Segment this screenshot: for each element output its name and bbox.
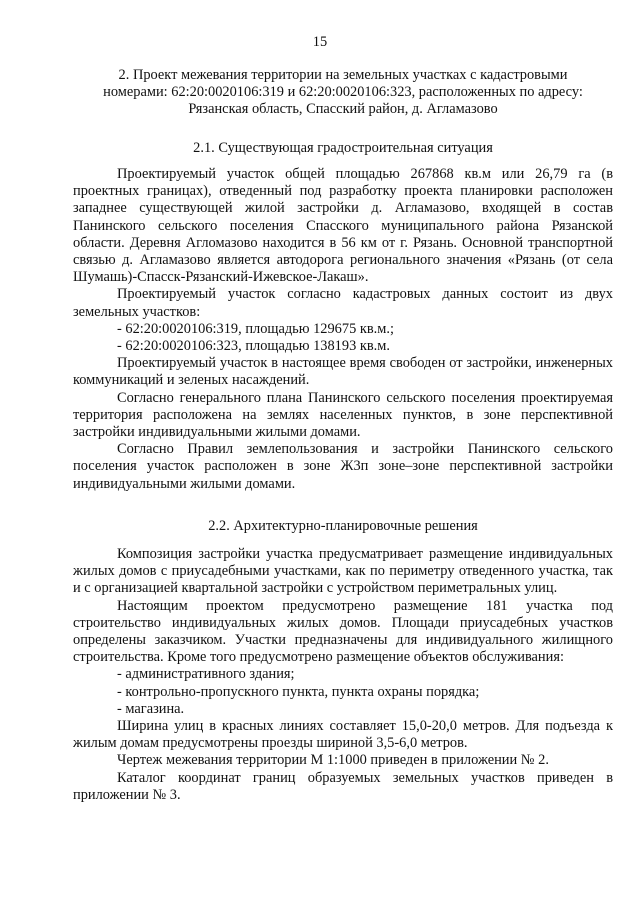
list-item: - 62:20:0020106:323, площадью 138193 кв.м. <box>117 338 390 355</box>
paragraph: Композиция застройки участка предусматривает размещение индивидуальных жилых домов с приусадебными участками, как по периметру отведенного участка, так и с организацией квартальной застройки с устройством периметральных улиц. <box>73 546 613 597</box>
title-line: номерами: 62:20:0020106:319 и 62:20:0020106:323, расположенных по адресу: <box>103 84 583 101</box>
paragraph: Проектируемый участок общей площадью 267868 кв.м или 26,79 га (в проектных границах), отведенный под разработку проекта планировки расположен западнее существующей жилой застройки д. Агламазово, входящей в состав Панинского сельского поселения Спасского муниципального района Рязанской области. Деревня Агломазово находится в 56 км от г. Рязань. Основной транспортной связью д. Агламазово является автодорога регионального значения «Рязань (от села Шумашь)-Спасск-Рязанский-Ижевское-Лакаш». <box>73 166 613 286</box>
paragraph: Проектируемый участок согласно кадастровых данных состоит из двух земельных участков: <box>73 286 613 320</box>
list-item: - магазина. <box>117 700 185 717</box>
paragraph: Чертеж межевания территории М 1:1000 приведен в приложении № 2. <box>117 752 549 769</box>
section-2-2-body <box>73 546 613 804</box>
document-title <box>73 67 613 119</box>
paragraph: Ширина улиц в красных линиях составляет 15,0-20,0 метров. Для подъезда к жилым домам предусмотрены проезды шириной 3,5-6,0 метров. <box>73 718 613 752</box>
list-item: - административного здания; <box>117 666 295 683</box>
paragraph: Каталог координат границ образуемых земельных участков приведен в приложении № 3. <box>73 769 613 803</box>
list-item: - 62:20:0020106:319, площадью 129675 кв.м.; <box>117 320 394 337</box>
section-heading-2-1: 2.1. Существующая градостроительная ситуация <box>193 140 493 156</box>
section-heading-2-2: 2.2. Архитектурно-планировочные решения <box>208 518 478 534</box>
section-2-1-body <box>73 166 613 493</box>
paragraph: Проектируемый участок в настоящее время свободен от застройки, инженерных коммуникаций и зеленых насаждений. <box>73 355 613 389</box>
list-item: - контрольно-пропускного пункта, пункта охраны порядка; <box>117 683 480 700</box>
title-line: Рязанская область, Спасский район, д. Агламазово <box>188 101 498 118</box>
page-number: 15 <box>312 34 328 50</box>
paragraph: Согласно генерального плана Панинского сельского поселения проектируемая территория расположена на землях населенных пунктов, в зоне перспективной застройки индивидуальными жилыми домами. <box>73 389 613 441</box>
paragraph: Согласно Правил землепользования и застройки Панинского сельского поселения участок расположен в зоне Ж3п зоне–зоне перспективной застройки индивидуальными жилыми домами. <box>73 441 613 492</box>
title-line: 2. Проект межевания территории на земельных участках с кадастровыми <box>118 67 568 83</box>
paragraph: Настоящим проектом предусмотрено размещение 181 участка под строительство индивидуальных жилых домов. Площади приусадебных участков определены заказчиком. Участки предназначены для индивидуального жилищного строительства. Кроме того предусмотрено размещение объектов обслуживания: <box>73 597 613 666</box>
